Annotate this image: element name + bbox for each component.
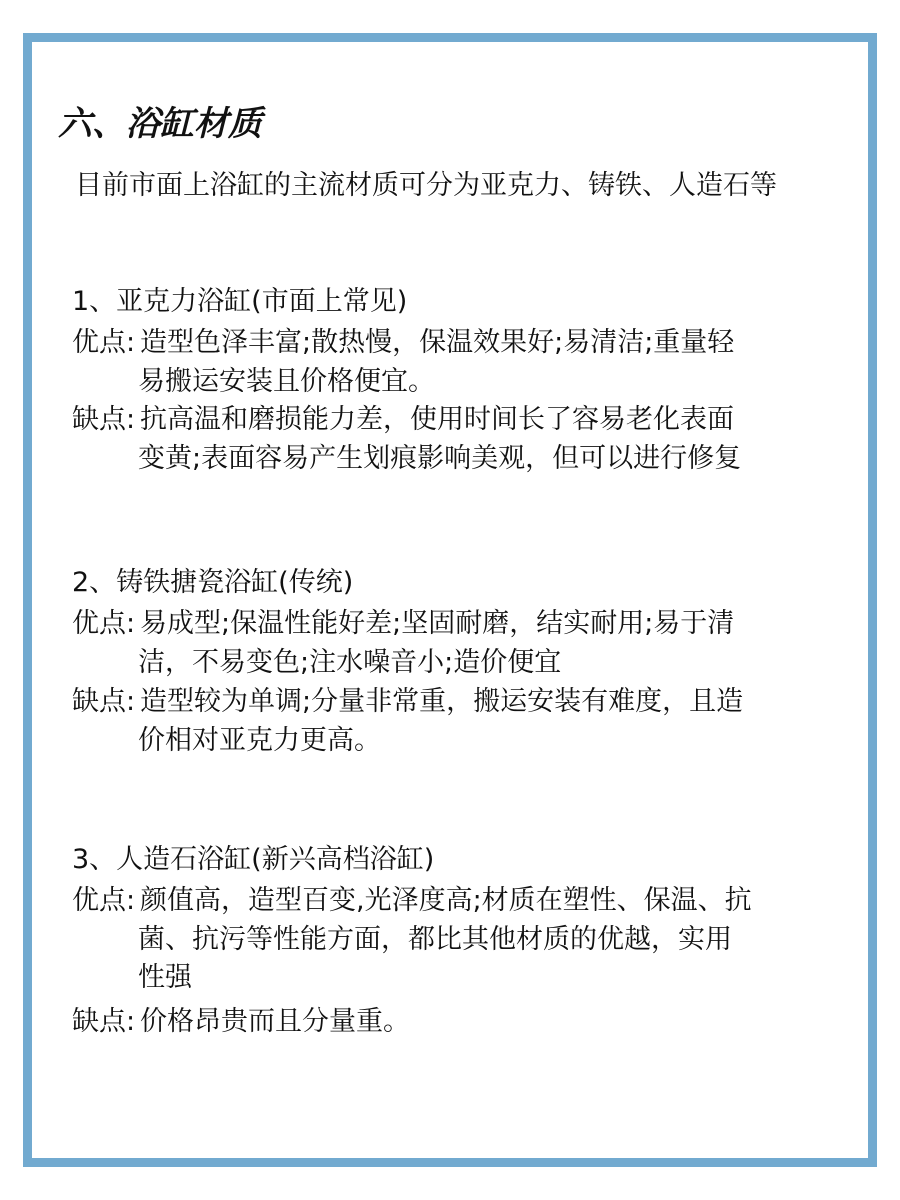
cons-line: 抗高温和磨损能力差，使用时间长了容易老化表面 — [140, 404, 734, 435]
page-title: 六、浴缸材质 — [58, 104, 262, 144]
cons-line: 造型较为单调;分量非常重，搬运安装有难度，且造 — [140, 686, 744, 717]
cons-label: 缺点: — [72, 404, 136, 435]
pros-line: 造型色泽丰富;散热慢，保温效果好;易清洁;重量轻 — [140, 327, 735, 358]
pros-line: 菌、抗污等性能方面，都比其他材质的优越，实用 — [138, 923, 732, 955]
section-heading: 1、亚克力浴缸(市面上常见) — [72, 286, 408, 317]
pros-line: 易成型;保温性能好差;坚固耐磨，结实耐用;易于清 — [140, 608, 735, 639]
pros-label: 优点: — [72, 885, 136, 916]
pros-label: 优点: — [72, 327, 136, 358]
pros-line: 颜值高，造型百变,光泽度高;材质在塑性、保温、抗 — [140, 885, 752, 916]
cons-line: 变黄;表面容易产生划痕影响美观，但可以进行修复 — [138, 442, 742, 474]
pros-line: 性强 — [138, 962, 192, 993]
pros-label: 优点: — [72, 608, 136, 639]
section-heading: 2、铸铁搪瓷浴缸(传统) — [72, 567, 354, 598]
section-heading: 3、人造石浴缸(新兴高档浴缸) — [72, 844, 435, 875]
cons-line: 价格昂贵而且分量重。 — [140, 1006, 410, 1037]
intro-text: 目前市面上浴缸的主流材质可分为亚克力、铸铁、人造石等 — [75, 170, 777, 201]
pros-line: 洁，不易变色;注水噪音小;造价便宜 — [138, 646, 562, 678]
cons-label: 缺点: — [72, 1006, 136, 1037]
pros-line: 易搬运安装且价格便宜。 — [138, 365, 435, 397]
cons-label: 缺点: — [72, 686, 136, 717]
cons-line: 价相对亚克力更高。 — [138, 724, 381, 756]
